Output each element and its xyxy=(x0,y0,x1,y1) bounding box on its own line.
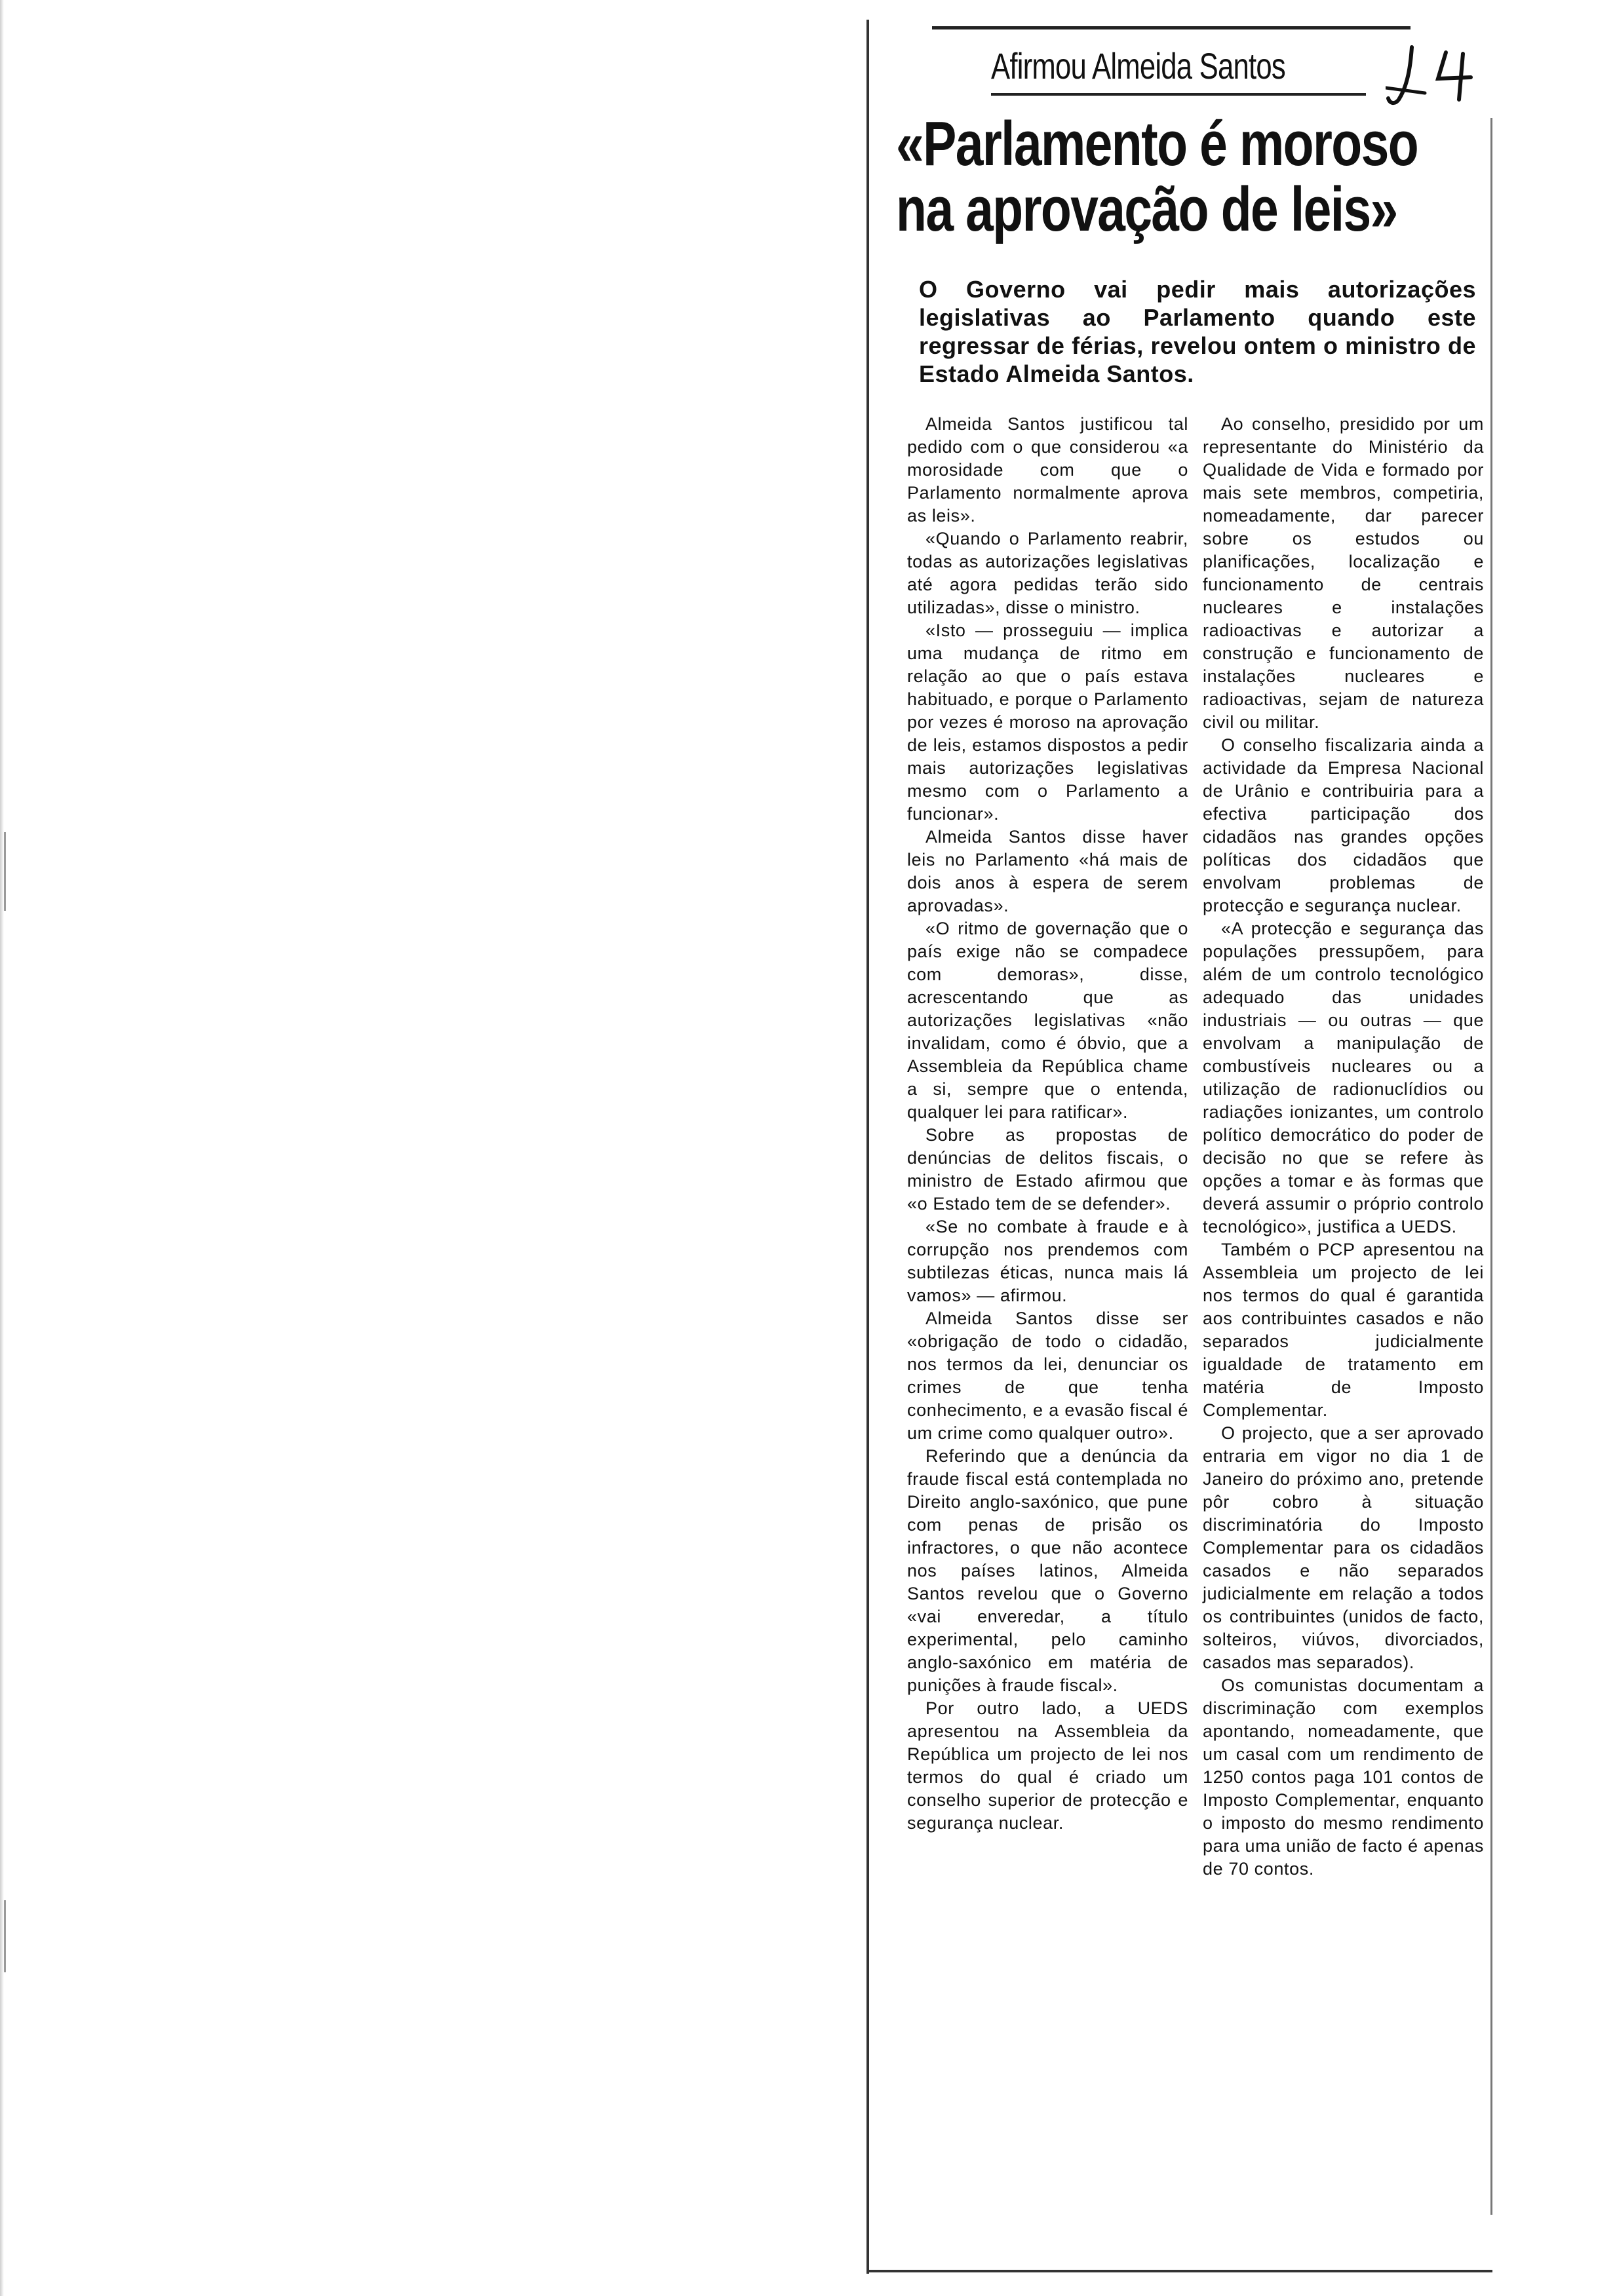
handwritten-annotation xyxy=(1386,39,1490,111)
paragraph: Os comunistas documentam a discriminação com exemplos apontando, nomeadamente, que um casal com um rendimento de 1250 contos paga 101 contos de Imposto Complementar, enquanto o imposto do mesmo rendimento para uma união de facto é apenas de 70 contos. xyxy=(1203,1675,1484,1879)
kicker: Afirmou Almeida Santos xyxy=(991,45,1285,86)
scan-artifact xyxy=(4,1900,6,1972)
scan-artifact xyxy=(4,832,6,911)
newspaper-clipping xyxy=(866,20,1504,2279)
paragraph: Sobre as propostas de denúncias de delitos fiscais, o ministro de Estado afirmou que «o Estado tem de se defender». xyxy=(907,1125,1188,1214)
paragraph: «Se no combate à fraude e à corrupção nos prendemos com subtilezas éticas, nunca mais lá vamos» — afirmou. xyxy=(907,1217,1188,1305)
kicker-underline xyxy=(991,93,1366,96)
paragraph: O projecto, que a ser aprovado entraria em vigor no dia 1 de Janeiro do próximo ano, pretende pôr cobro à situação discriminatória do Imposto Complementar para os cidadãos casados e não separados judicialmente em relação a todos os contribuintes (unidos de facto, solteiros, viúvos, divorciados, casados mas separados). xyxy=(1203,1423,1484,1672)
paragraph: Almeida Santos justificou tal pedido com o que considerou «a morosidade com que o Parlamento normalmente aprova as leis». xyxy=(907,414,1188,526)
top-rule xyxy=(932,26,1411,29)
clipping-border xyxy=(866,2270,1492,2272)
paragraph: Também o PCP apresentou na Assembleia um projecto de lei nos termos do qual é garantida aos contribuintes casados e não separados judicialmente igualdade de tratamento em matéria de Imposto Complementar. xyxy=(1203,1240,1484,1420)
headline: «Parlamento é moroso na aprovação de leis» xyxy=(896,109,1418,244)
paragraph: «O ritmo de governação que o país exige não se compadece com demoras», disse, acrescentando que as autorizações legislativas «não invalidam, como é óbvio, que a Assembleia da República chame a si, sempre que o entenda, qualquer lei para ratificar». xyxy=(907,919,1188,1122)
paragraph: Por outro lado, a UEDS apresentou na Assembleia da República um projecto de lei nos termos do qual é criado um conselho superior de protecção e segurança nuclear. xyxy=(907,1698,1188,1833)
paragraph: Almeida Santos disse haver leis no Parlamento «há mais de dois anos à espera de serem aprovadas». xyxy=(907,827,1188,915)
paragraph: O conselho fiscalizaria ainda a actividade da Empresa Nacional de Urânio e contribuiria para a efectiva participação dos cidadãos nas grandes opções políticas dos cidadãos que envolvam problemas de protecção e segurança nuclear. xyxy=(1203,735,1484,915)
paragraph: «Isto — prosseguiu — implica uma mudança de ritmo em relação ao que o país estava habituado, e porque o Parlamento por vezes é moroso na aprovação de leis, estamos dispostos a pedir mais autorizações legislativas mesmo com o Parlamento a funcionar». xyxy=(907,621,1188,824)
paragraph: «Quando o Parlamento reabrir, todas as autorizações legislativas até agora pedidas terão sido utilizadas», disse o ministro. xyxy=(907,529,1188,617)
clipping-border xyxy=(866,20,869,2274)
paragraph: «A protecção e segurança das populações pressupõem, para além de um controlo tecnológico adequado das unidades industriais — ou outras — que envolvam a manipulação de combustíveis nucleares ou a utilização de radionuclídios ou radiações ionizantes, um controlo político democrático do poder de decisão no que se refere às opções a tomar e às formas que deverá assumir o próprio controlo tecnológico», justifica a UEDS. xyxy=(1203,919,1484,1236)
article-body xyxy=(907,413,1484,2261)
paragraph: Referindo que a denúncia da fraude fiscal está contemplada no Direito anglo-saxónico, que pune com penas de prisão os infractores, o que não acontece nos países latinos, Almeida Santos revelou que o Governo «vai enveredar, a título experimental, pelo caminho anglo-saxónico em matéria de punições à fraude fiscal». xyxy=(907,1446,1188,1695)
column-2 xyxy=(1203,413,1484,2261)
clipping-border xyxy=(1490,118,1492,2215)
lead-paragraph: O Governo vai pedir mais autorizações legislativas ao Parlamento quando este regressar de férias, revelou ontem o ministro de Estado Almeida Santos. xyxy=(919,276,1476,387)
column-1 xyxy=(907,413,1188,2261)
paragraph: Almeida Santos disse ser «obrigação de todo o cidadão, nos termos da lei, denunciar os crimes de que tenha conhecimento, e a evasão fiscal é um crime como qualquer outro». xyxy=(907,1309,1188,1443)
paragraph: Ao conselho, presidido por um representante do Ministério da Qualidade de Vida e formado por mais sete membros, competiria, nomeadamente, dar parecer sobre os estudos ou planificações, localização e funcionamento de centrais nucleares e instalações radioactivas e autorizar a construção e funcionamento de instalações nucleares e radioactivas, sejam de natureza civil ou militar. xyxy=(1203,414,1484,732)
